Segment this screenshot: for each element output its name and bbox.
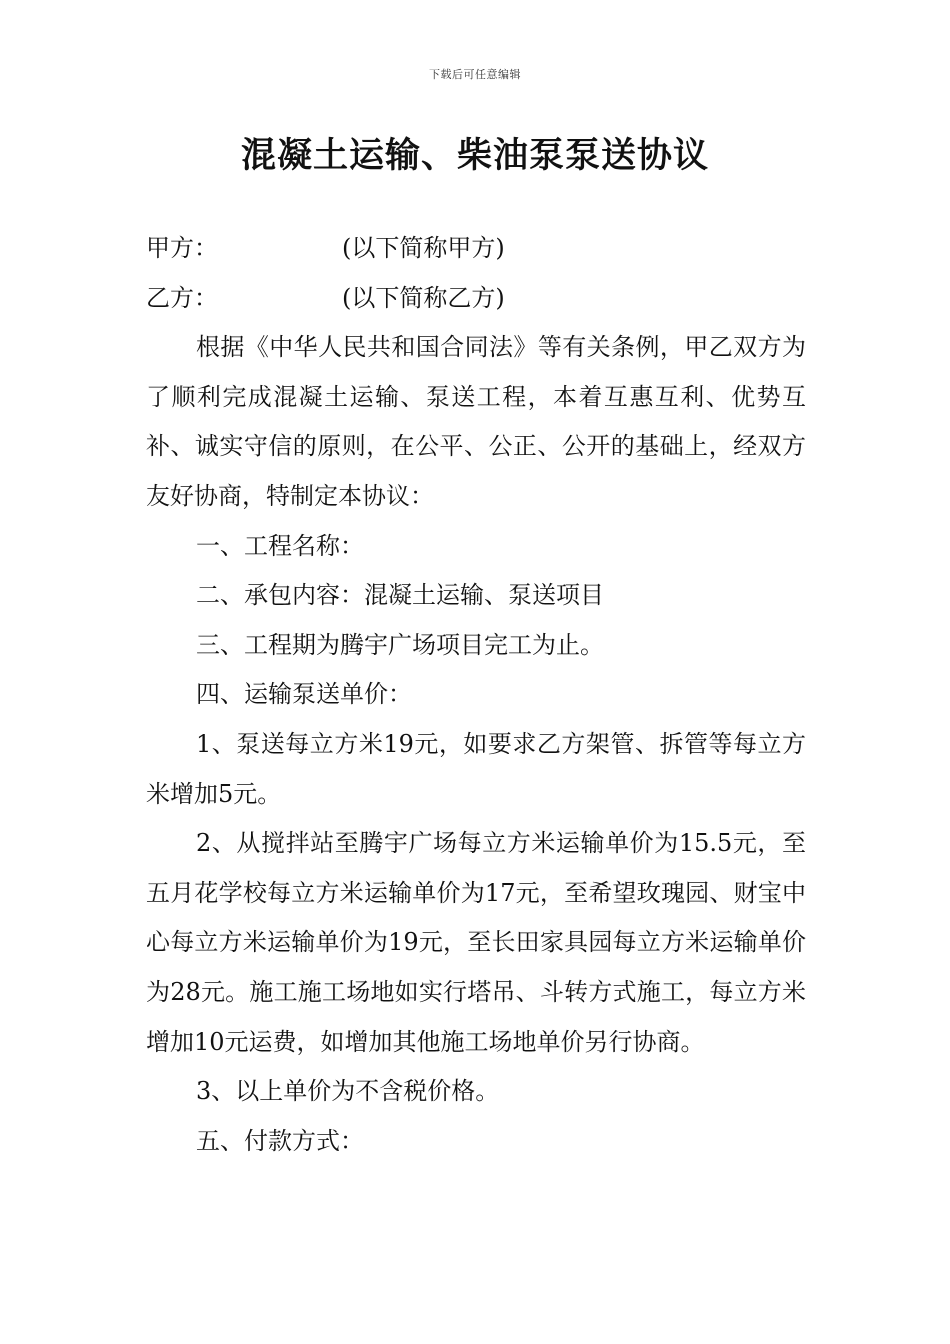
price-item-tax-note: 3、以上单价为不含税价格。 [196,1077,500,1106]
section-contract-scope: 二、承包内容：混凝土运输、泵送项目 [196,581,604,610]
header-note: 下载后可任意编辑 [429,68,521,81]
price-item-transport: 2、从搅拌站至腾宇广场每立方米运输单价为15.5元，至五月花学校每立方米运输单价为17元，至希望玫瑰园、财宝中心每立方米运输单价为19元，至长田家具园每立方米运输单价为28元。施工施工场地如实行塔吊、斗转方式施工，每立方米增加10元运费，如增加其他施工场地单价另行协商。 [146,829,806,1056]
party-a-note: (以下简称甲方) [342,234,505,262]
preamble-paragraph: 根据《中华人民共和国合同法》等有关条例，甲乙双方为了顺利完成混凝土运输、泵送工程，本着互惠互利、优势互补、诚实守信的原则，在公平、公正、公开的基础上，经双方友好协商，特制定本协议： [146,333,806,510]
document-title: 混凝土运输、柴油泵泵送协议 [240,135,709,176]
party-a-line [146,224,806,274]
party-b-label: 乙方： [146,283,218,312]
document-body [146,224,806,1166]
section-project-name: 一、工程名称： [196,531,364,560]
section-payment-heading: 五、付款方式： [196,1126,364,1155]
section-unit-price-heading: 四、运输泵送单价： [196,680,412,709]
price-item-pumping: 1、泵送每立方米19元，如要求乙方架管、拆管等每立方米增加5元。 [146,729,806,808]
party-b-line [146,274,806,324]
party-a-label: 甲方： [146,234,218,262]
section-project-period: 三、工程期为腾宇广场项目完工为止。 [196,630,604,659]
party-b-note: (以下简称乙方) [342,283,505,312]
